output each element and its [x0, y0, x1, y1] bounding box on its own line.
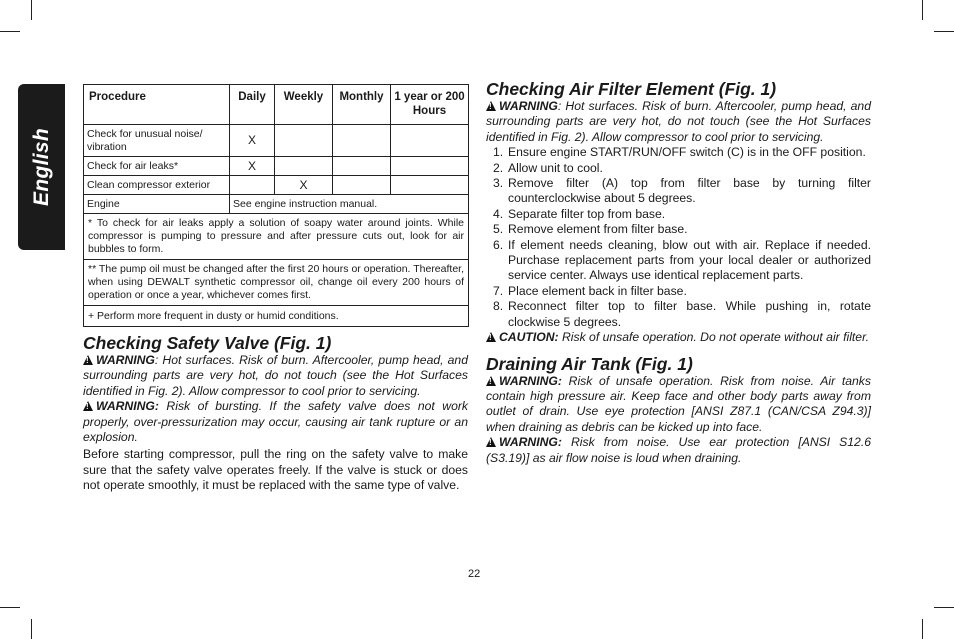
warning-text: Risk from noise. Use ear protection [ANSI S12.6 (S3.19)] as air flow noise is loud when draining.	[486, 435, 871, 465]
warning-text: : Hot surfaces. Risk of burn. Aftercooler, pump head, and surrounding parts are very hot, do not touch (see the Hot Surfaces identified in Fig. 2). Allow compressor to cool prior to servicing.	[83, 353, 468, 398]
warning-text: : Hot surfaces. Risk of burn. Aftercooler, pump head, and surrounding parts are very hot, do not touch (see the Hot Surfaces identified in Fig. 2). Allow compressor to cool prior to servicing.	[486, 99, 871, 144]
warning-icon	[486, 332, 496, 342]
table-cell: X	[230, 157, 275, 176]
crop-mark	[31, 0, 32, 20]
language-tab	[18, 84, 65, 250]
table-cell	[333, 157, 391, 176]
section-title-air-tank: Draining Air Tank (Fig. 1)	[486, 353, 693, 374]
crop-mark	[922, 619, 923, 639]
warning-paragraph	[83, 353, 468, 399]
table-cell-procedure: Clean compressor exterior	[84, 176, 230, 195]
step-text: Place element back in filter base.	[508, 283, 687, 298]
list-item	[486, 299, 871, 330]
list-item	[486, 238, 871, 284]
step-number: 2.	[493, 160, 504, 175]
crop-mark	[0, 31, 20, 32]
step-text: Reconnect filter top to filter base. While pushing in, rotate clockwise 5 degrees.	[508, 299, 871, 329]
step-text: Ensure engine START/RUN/OFF switch (C) is in the OFF position.	[508, 145, 866, 160]
step-text: If element needs cleaning, blow out with air. Replace if needed. Purchase replacement parts from your local dealer or authorized service center. Always use identical replacement parts.	[508, 237, 871, 283]
warning-icon	[83, 401, 93, 411]
list-item	[486, 222, 871, 237]
section-title-air-filter: Checking Air Filter Element (Fig. 1)	[486, 79, 777, 99]
left-column	[83, 84, 468, 494]
table-note-row	[84, 260, 469, 306]
list-item	[486, 207, 871, 222]
warning-icon	[486, 101, 496, 111]
crop-mark	[0, 607, 20, 608]
warning-paragraph	[486, 435, 871, 466]
warning-text: Risk of bursting. If the safety valve does not work properly, over-pressurization may occur, causing air tank rupture or an explosion.	[83, 399, 468, 445]
warning-text: Risk of unsafe operation. Risk from noise. Air tanks contain high pressure air. Keep face and other body parts away from outlet of drain. Use eye protection [ANSI Z87.1 (CAN/CSA Z94.3)] when draining as debris can be kicked up into face.	[486, 373, 871, 434]
table-cell-procedure: Check for air leaks*	[84, 157, 230, 176]
table-note-row	[84, 306, 469, 327]
warning-label: WARNING	[499, 99, 558, 113]
warning-paragraph	[486, 99, 871, 145]
table-header: Procedure	[84, 85, 230, 125]
filter-steps-list	[486, 145, 871, 330]
section-title-safety-valve: Checking Safety Valve (Fig. 1)	[83, 333, 332, 353]
crop-mark	[934, 607, 954, 608]
step-number: 6.	[493, 237, 504, 252]
crop-mark	[31, 619, 32, 639]
caution-paragraph	[486, 330, 871, 345]
warning-icon	[83, 355, 93, 365]
table-cell-engine-note: See engine instruction manual.	[230, 195, 469, 214]
step-text: Separate filter top from base.	[508, 206, 666, 221]
step-number: 1.	[493, 145, 504, 160]
table-row	[84, 125, 469, 157]
step-text: Remove filter (A) top from filter base by turning filter counterclockwise about 5 degrees.	[508, 176, 871, 206]
warning-paragraph	[486, 374, 871, 436]
table-cell-procedure: Engine	[84, 195, 230, 214]
warning-label: WARNING:	[499, 435, 562, 450]
crop-mark	[934, 31, 954, 32]
table-note: + Perform more frequent in dusty or humid conditions.	[84, 306, 469, 327]
table-note: * To check for air leaks apply a solution of soapy water around joints. While compressor is pumping to pressure and after pressure cuts out, look for air bubbles to form.	[84, 214, 469, 260]
right-column	[486, 79, 871, 466]
table-cell-procedure: Check for unusual noise/ vibration	[84, 125, 230, 157]
warning-label: WARNING:	[96, 399, 159, 414]
language-tab-label: English	[29, 128, 53, 206]
table-row	[84, 157, 469, 176]
list-item	[486, 176, 871, 207]
list-item	[486, 161, 871, 176]
warning-label: WARNING	[96, 353, 155, 367]
table-header: Monthly	[333, 85, 391, 125]
maintenance-table	[83, 84, 469, 327]
warning-paragraph	[83, 399, 468, 445]
table-cell: X	[230, 125, 275, 157]
table-header: 1 year or 200 Hours	[391, 85, 469, 125]
table-cell	[391, 157, 469, 176]
step-number: 7.	[493, 283, 504, 298]
table-note: ** The pump oil must be changed after the first 20 hours or operation. Thereafter, when using DEWALT synthetic compressor oil, change oil every 200 hours of operation or once a year, whichever comes first.	[84, 260, 469, 306]
crop-mark	[922, 0, 923, 20]
page-number: 22	[468, 568, 481, 580]
table-cell	[333, 176, 391, 195]
step-number: 4.	[493, 206, 504, 221]
table-row-engine	[84, 195, 469, 214]
step-number: 5.	[493, 222, 504, 237]
step-text: Remove element from filter base.	[508, 222, 688, 237]
table-row	[84, 176, 469, 195]
warning-label: WARNING:	[499, 373, 562, 388]
warning-icon	[486, 376, 496, 386]
table-cell: X	[275, 176, 333, 195]
table-header: Weekly	[275, 85, 333, 125]
list-item	[486, 284, 871, 299]
caution-label: CAUTION:	[499, 330, 559, 345]
body-paragraph: Before starting compressor, pull the ring on the safety valve to make sure that the safety valve operates freely. If the valve is stuck or does not operate smoothly, it must be replaced with the same type of valve.	[83, 447, 468, 493]
table-cell	[391, 176, 469, 195]
table-cell	[275, 125, 333, 157]
table-cell	[333, 125, 391, 157]
table-cell	[275, 157, 333, 176]
table-cell	[230, 176, 275, 195]
table-header-row	[84, 85, 469, 125]
table-note-row	[84, 214, 469, 260]
step-number: 3.	[493, 176, 504, 191]
caution-text: Risk of unsafe operation. Do not operate without air filter.	[558, 330, 870, 345]
table-cell	[391, 125, 469, 157]
table-header: Daily	[230, 85, 275, 125]
warning-icon	[486, 437, 496, 447]
step-text: Allow unit to cool.	[508, 160, 603, 175]
step-number: 8.	[493, 299, 504, 314]
list-item	[486, 145, 871, 160]
